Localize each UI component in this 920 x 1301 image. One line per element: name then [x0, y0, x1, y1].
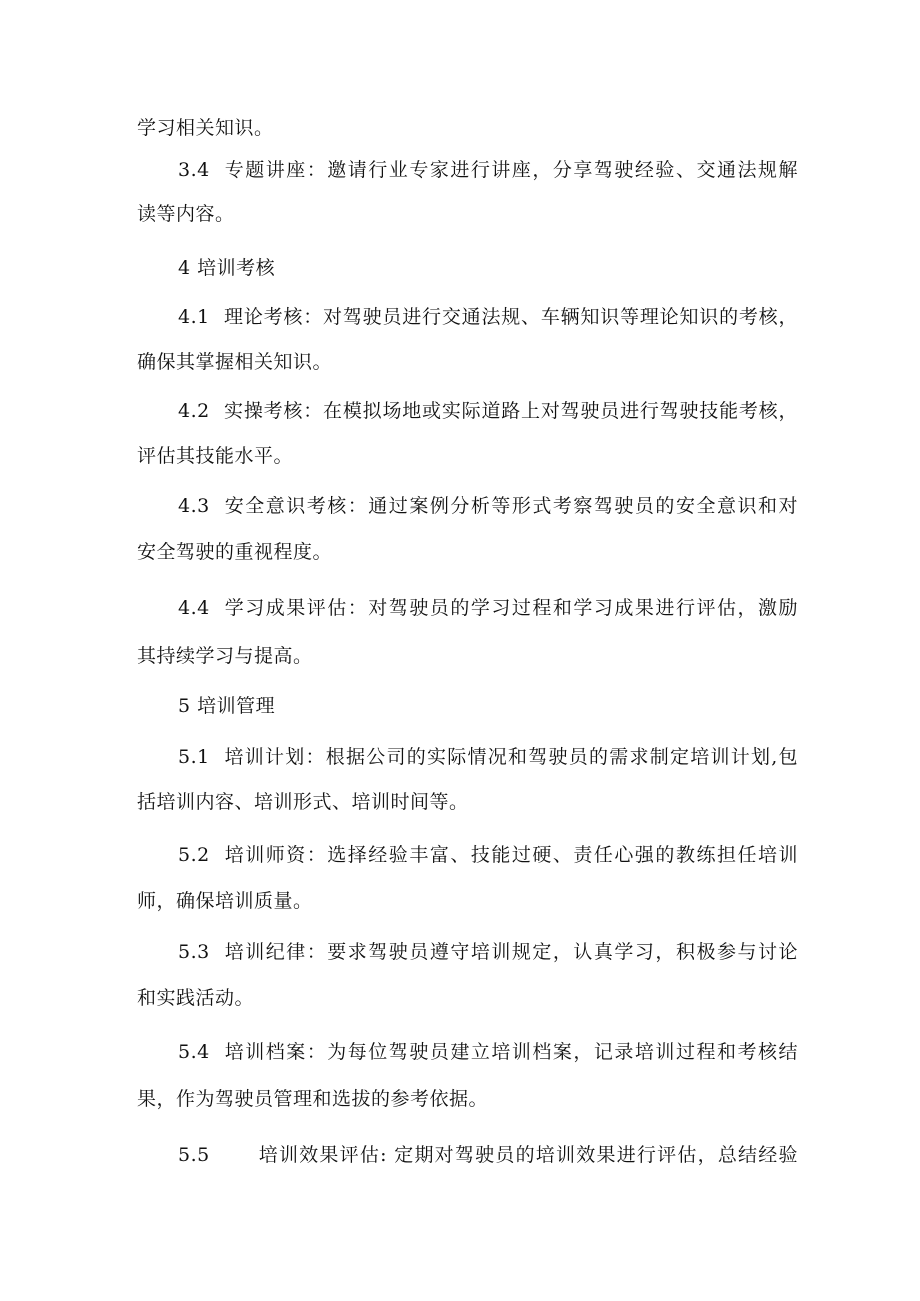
- paragraph-line: [137, 790, 797, 814]
- line-text: 确保其掌握相关知识。: [137, 351, 333, 373]
- line-text: 培训档案：为每位驾驶员建立培训档案，记录培训过程和考核结: [223, 1041, 798, 1063]
- line-text: 专题讲座：邀请行业专家进行讲座，分享驾驶经验、交通法规解: [223, 159, 798, 181]
- line-text: 学习相关知识。: [137, 117, 274, 139]
- paragraph-line: [178, 1040, 798, 1064]
- section-number: 4.4: [178, 597, 210, 619]
- paragraph-line: [137, 644, 797, 668]
- section-number: 4.1: [178, 306, 210, 328]
- paragraph-line: [137, 444, 797, 468]
- paragraph-line: [178, 596, 798, 620]
- paragraph-line: [137, 889, 797, 913]
- paragraph-line: [178, 494, 798, 518]
- line-text: 安全驾驶的重视程度。: [137, 541, 333, 563]
- paragraph-line: [178, 399, 798, 423]
- line-text: 理论考核：对驾驶员进行交通法规、车辆知识等理论知识的考核，: [223, 306, 798, 328]
- line-text: 和实践活动。: [137, 987, 255, 1009]
- section-number: 5.1: [178, 746, 210, 768]
- line-text: 培训计划：根据公司的实际情况和驾驶员的需求制定培训计划,包: [223, 746, 798, 768]
- paragraph-line: [137, 350, 797, 374]
- section-heading: [178, 694, 798, 718]
- section-number: 3.4: [178, 159, 210, 181]
- line-text: 其持续学习与提高。: [137, 645, 313, 667]
- line-text: 评估其技能水平。: [137, 445, 294, 467]
- section-number: 5.5: [178, 1144, 210, 1166]
- line-text: 读等内容。: [137, 203, 235, 225]
- line-text: 括培训内容、培训形式、培训时间等。: [137, 791, 469, 813]
- section-number: 5.2: [178, 844, 210, 866]
- section-number: 5.3: [178, 941, 210, 963]
- paragraph-line: [178, 158, 798, 182]
- paragraph-line: [178, 745, 798, 769]
- line-text: 实操考核：在模拟场地或实际道路上对驾驶员进行驾驶技能考核，: [223, 400, 798, 422]
- paragraph-line: [178, 940, 798, 964]
- paragraph-line: [137, 202, 797, 226]
- section-number: 4.2: [178, 400, 210, 422]
- paragraph-line: [178, 305, 798, 329]
- line-text: 安全意识考核：通过案例分析等形式考察驾驶员的安全意识和对: [223, 495, 798, 517]
- line-text: 培训师资：选择经验丰富、技能过硬、责任心强的教练担任培训: [223, 844, 798, 866]
- paragraph-line: [178, 1143, 798, 1167]
- section-heading: [178, 256, 798, 280]
- heading-text: 4 培训考核: [178, 257, 276, 279]
- line-text: 培训效果评估: 定期对驾驶员的培训效果进行评估，总结经验: [258, 1144, 798, 1166]
- heading-text: 5 培训管理: [178, 695, 276, 717]
- paragraph-line: [137, 1087, 797, 1111]
- line-text: 果，作为驾驶员管理和选拔的参考依据。: [137, 1088, 489, 1110]
- line-text: 师，确保培训质量。: [137, 890, 313, 912]
- line-text: 学习成果评估：对驾驶员的学习过程和学习成果进行评估，激励: [223, 597, 798, 619]
- section-number: 4.3: [178, 495, 210, 517]
- paragraph-line: [137, 986, 797, 1010]
- paragraph-line: [137, 116, 797, 140]
- line-text: 培训纪律：要求驾驶员遵守培训规定，认真学习，积极参与讨论: [223, 941, 798, 963]
- paragraph-line: [178, 843, 798, 867]
- paragraph-line: [137, 540, 797, 564]
- section-number: 5.4: [178, 1041, 210, 1063]
